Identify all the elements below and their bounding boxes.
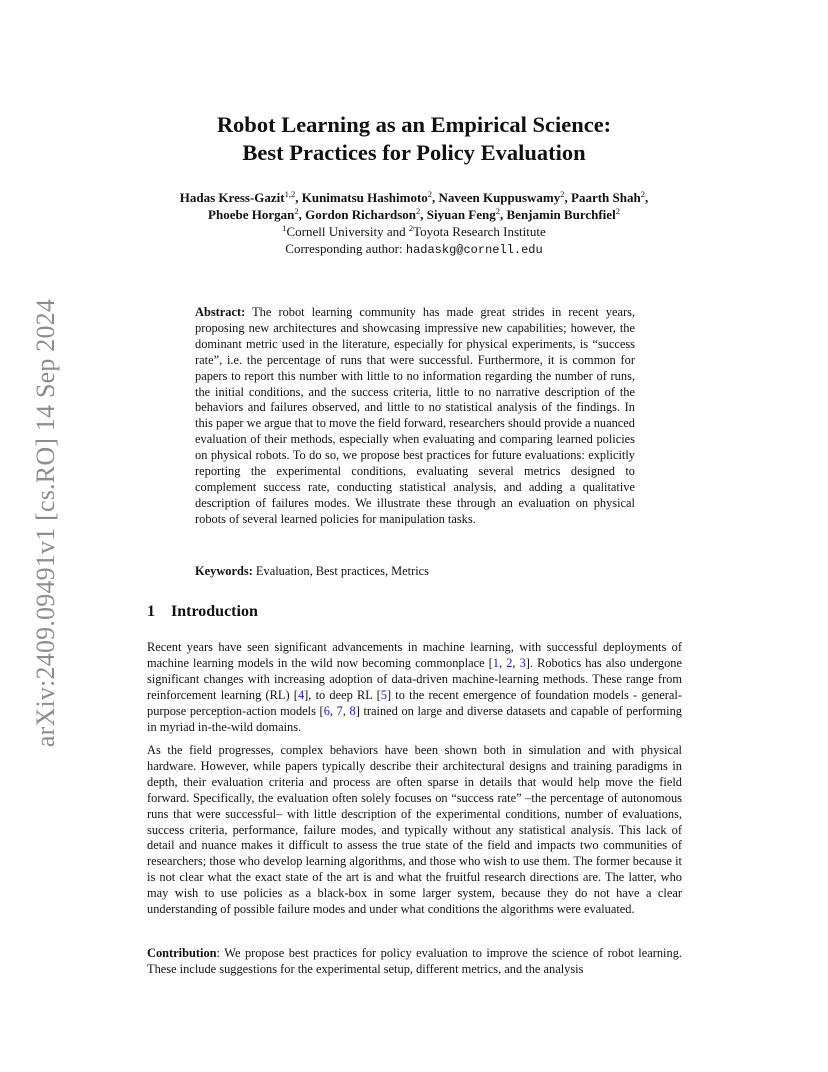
author-block xyxy=(120,189,708,259)
author-name: Hadas Kress-Gazit xyxy=(179,190,285,205)
affiliation-mark: 2 xyxy=(560,189,565,199)
citation-link[interactable]: 4 xyxy=(297,687,305,702)
arxiv-identifier-stamp: arXiv:2409.09491v1 [cs.RO] 14 Sep 2024 xyxy=(31,298,60,748)
corresponding-author: Corresponding author: hadaskg@cornell.edu xyxy=(285,241,543,257)
abstract-label: Abstract: xyxy=(195,305,246,319)
author-name: Benjamin Burchfiel xyxy=(506,207,616,222)
title-line-1: Robot Learning as an Empirical Science: xyxy=(216,112,612,137)
citation-link[interactable]: 1 xyxy=(492,655,499,670)
affiliation-mark: 1,2 xyxy=(284,189,296,199)
author-name: Siyuan Feng xyxy=(426,207,496,222)
intro-paragraph-2: As the field progresses, complex behaviors have been shown both in simulation and with physical hardware. However, while papers typically describe their architectural designs and training paradigms in depth, their evaluation criteria and process are often sparse in details that would help move the field forward. Specifically, the evaluation often solely focuses on “success rate” –the percentage of autonomous runs that were successful– with little description of the experimental conditions, number of evaluations, success criteria, performance, failure modes, and typically without any statistical analysis. This lack of detail and nuance makes it difficult to assess the true state of the field and impacts two communities of researchers; those who develop learning algorithms, and those who wish to use them. The former because it is not clear what the exact state of the art is and what the fruitful research directions are. The latter, who may wish to use policies as a black-box in some larger system, because they do not have a clear understanding of possible failure modes and under what conditions the algorithms were evaluated. xyxy=(147,743,682,917)
contribution-label: Contribution xyxy=(147,946,217,960)
citation-link[interactable]: 5 xyxy=(380,687,387,702)
affiliation-mark: 2 xyxy=(640,189,645,199)
citation-link[interactable]: 2 xyxy=(506,655,513,670)
affiliation-mark: 2 xyxy=(416,206,421,216)
affiliation-cornell: Cornell University and xyxy=(286,224,409,239)
keywords-text: Evaluation, Best practices, Metrics xyxy=(252,564,429,578)
citation-link[interactable]: 8 xyxy=(349,703,356,718)
intro-paragraph-contribution: Contribution: We propose best practices for policy evaluation to improve the science of robot learning. These include suggestions for the experimental setup, different metrics, and the analysis xyxy=(147,946,682,976)
abstract xyxy=(195,305,635,528)
keywords xyxy=(195,563,635,579)
section-number: 1 xyxy=(147,603,155,620)
affiliation-mark: 2 xyxy=(495,206,500,216)
author-name: Paarth Shah xyxy=(571,190,641,205)
email-link[interactable]: hadaskg@cornell.edu xyxy=(405,243,543,257)
author-line-2: Phoebe Horgan$^2$, Gordon Richardson$^2$, Siyuan Feng$^2$, Benjamin Burchfiel$^2$ xyxy=(208,206,620,222)
citation-link[interactable]: 6 xyxy=(323,703,330,718)
author-name: Phoebe Horgan xyxy=(208,207,295,222)
section-title: Introduction xyxy=(171,603,258,620)
affiliation-mark: 2 xyxy=(294,206,299,216)
citation-link[interactable]: 3 xyxy=(519,655,526,670)
citation-link[interactable]: 7 xyxy=(336,703,343,718)
author-name: Gordon Richardson xyxy=(305,207,416,222)
intro-paragraph-1: Recent years have seen significant advancements in machine learning, with successful deployments of machine learning models in the wild now becoming commonplace [1, 2, 3]. Robotics has also undergone significant changes with increasing adoption of data-driven machine-learning methods. These range from reinforcement learning (RL) [4], to deep RL [5] to the recent emergence of foundation models - general-purpose perception-action models [6, 7, 8] trained on large and diverse datasets and capable of performing in myriad in-the-wild domains. xyxy=(147,640,682,734)
affiliations: $^1$Cornell University and $^2$Toyota Research Institute xyxy=(282,223,546,239)
author-name: Kunimatsu Hashimoto xyxy=(301,190,428,205)
author-name: Naveen Kuppuswamy xyxy=(438,190,561,205)
keywords-label: Keywords: xyxy=(195,564,253,578)
title-line-2: Best Practices for Policy Evaluation xyxy=(242,140,586,165)
affiliation-mark: 2 xyxy=(427,189,433,199)
section-heading-introduction xyxy=(147,602,258,622)
paper-title xyxy=(140,111,688,167)
affiliation-mark: 2 xyxy=(615,206,620,216)
abstract-text: The robot learning community has made great strides in recent years, proposing new architectures and showcasing impressive new capabilities; however, the dominant metric used in the literature, especially for physical experiments, is “success rate”, i.e. the percentage of runs that were successful. Furthermore, it is common for papers to report this number with little to no information regarding the number of runs, the initial conditions, and the success criteria, little to no narrative description of the behaviors and failures observed, and little to no statistical analysis of the findings. In this paper we argue that to move the field forward, researchers should provide a nuanced evaluation of their methods, especially when evaluating and comparing learned policies on physical robots. To do so, we propose best practices for future evaluations: explicitly reporting the experimental conditions, evaluating several metrics designed to complement success rate, conducting statistical analysis, and adding a qualitative description of failures modes. We illustrate these through an evaluation on physical robots of several learned policies for manipulation tasks. xyxy=(195,305,635,526)
author-line-1: Hadas Kress-Gazit$^{1,2}$, Kunimatsu Hashimoto$^2$, Naveen Kuppuswamy$^2$, Paarth Shah$^2$, xyxy=(179,189,649,205)
affiliation-tri: Toyota Research Institute xyxy=(413,224,546,239)
